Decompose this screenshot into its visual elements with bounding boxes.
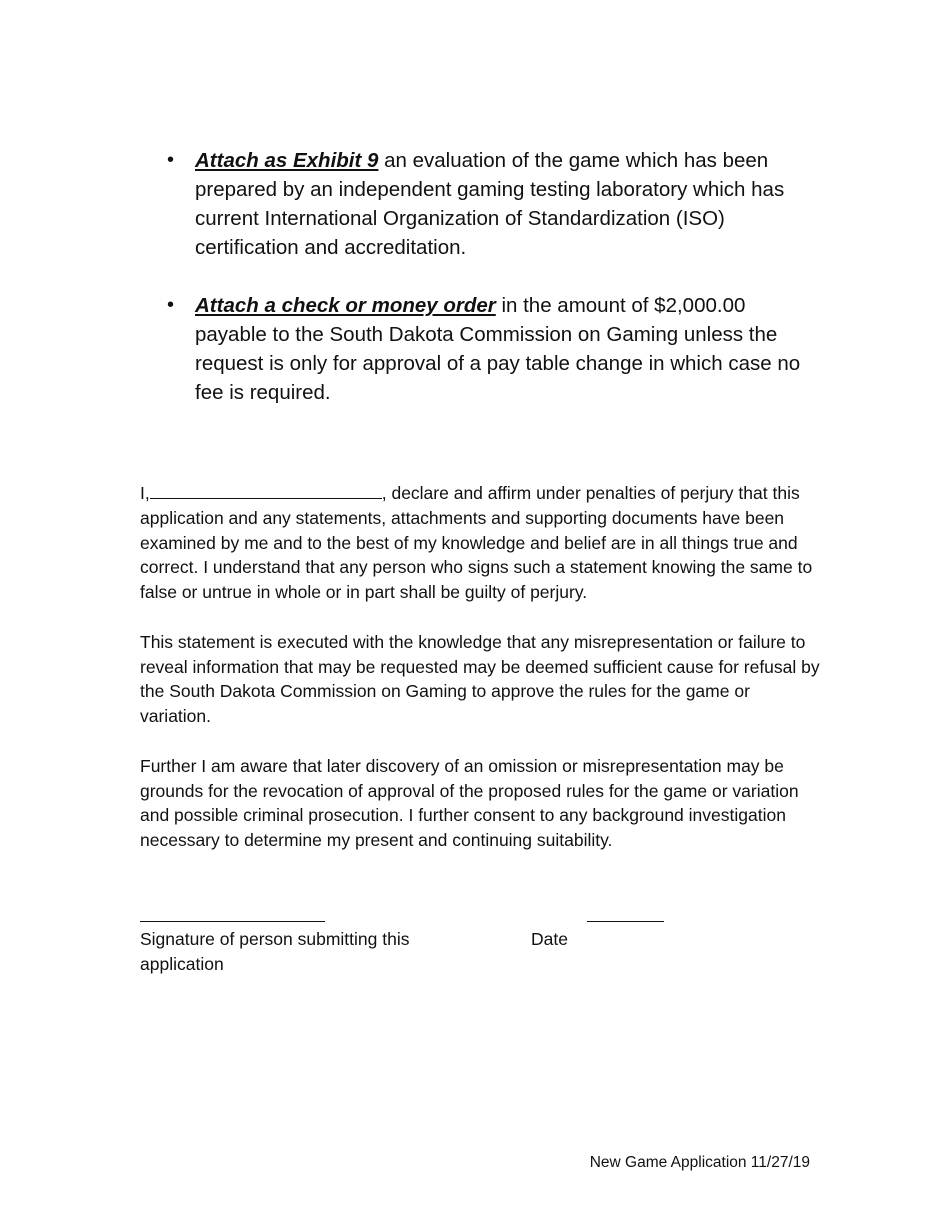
declaration-paragraph-1 (140, 481, 820, 605)
declaration-paragraph-2: This statement is executed with the knowledge that any misrepresentation or failure to reveal information that may be requested may be deemed sufficient cause for refusal by the South Dakota Commission on Gaming to approve the rules for the game or variation. (140, 631, 820, 727)
list-item (167, 291, 817, 407)
declaration-text: , declare and affirm under penalties of perjury that this application and any statements, attachments and supporting documents have been examined by me and to the best of my knowledge and belief are in all things true and correct. I understand that any person who signs such a statement knowing the same to false or untrue in whole or in part shall be guilty of perjury. (140, 483, 813, 603)
exhibit-9-label: Attach as Exhibit 9 (195, 149, 379, 172)
bullet-icon: • (167, 149, 175, 171)
declaration-paragraph-3: Further I am aware that later discovery of an omission or misrepresentation may be grounds for the revocation of approval of the proposed rules for the game or variation and possible criminal prosecution. I further consent to any background investigation necessary to determine my present and continuing suitability. (140, 755, 799, 851)
declarant-name-field[interactable] (150, 484, 382, 499)
list-item (167, 146, 817, 262)
exhibit-9-text: an evaluation of the game which has been prepared by an independent gaming testing laboratory which has current International Organization of Standardization (ISO) certification and accreditation. (195, 149, 785, 259)
page-footer: New Game Application 11/27/19 (589, 1154, 810, 1171)
requirements-list (167, 146, 817, 436)
payment-text: in the amount of $2,000.00 payable to the South Dakota Commission on Gaming unless the request is only for approval of a pay table change in which case no fee is required. (195, 294, 801, 404)
signature-label: Signature of person submitting this application (140, 929, 410, 974)
declaration-section (140, 481, 820, 878)
declaration-prefix: I, (140, 483, 150, 503)
payment-label: Attach a check or money order (195, 294, 496, 317)
date-field[interactable] (587, 921, 664, 922)
signature-field[interactable] (140, 921, 325, 922)
date-label: Date (531, 929, 568, 949)
bullet-icon: • (167, 294, 175, 316)
